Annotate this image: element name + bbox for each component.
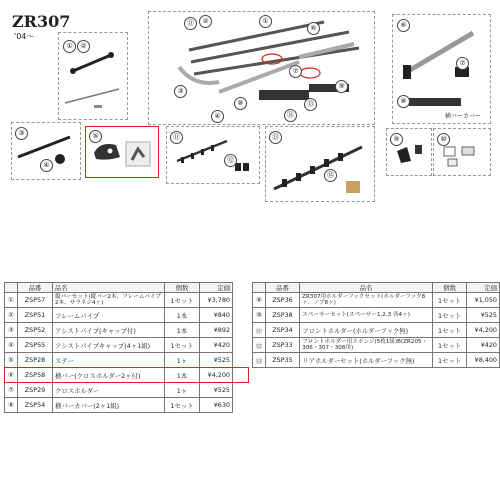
row-name: フレームパイプ bbox=[53, 308, 165, 323]
callout-9-main: ⑨ bbox=[335, 80, 348, 93]
callout-8-main: ⑧ bbox=[234, 97, 247, 110]
callout-14-main: ⑭ bbox=[284, 109, 297, 122]
table-row bbox=[5, 308, 233, 323]
row-qty: 1ヶ bbox=[165, 353, 200, 368]
part-box-rear-holder bbox=[265, 126, 375, 202]
part-box-vertical-bar bbox=[58, 32, 128, 120]
part-box-front-holder bbox=[166, 126, 260, 184]
row-code: ZSP38 bbox=[265, 308, 299, 323]
callout-1-main: ① bbox=[259, 15, 272, 28]
row-price: ¥8,400 bbox=[467, 353, 500, 368]
table-row bbox=[253, 293, 500, 308]
row-no: ② bbox=[5, 308, 18, 323]
row-no: ⑨ bbox=[253, 293, 266, 308]
header-qty: 個数 bbox=[432, 283, 466, 293]
bar-set-illustration bbox=[59, 33, 127, 119]
row-price: ¥420 bbox=[467, 338, 500, 353]
callout-11-box: ⑪ bbox=[170, 131, 183, 144]
row-no: ⑦ bbox=[5, 383, 18, 398]
row-price: ¥840 bbox=[200, 308, 233, 323]
callout-11: ⑪ bbox=[184, 17, 197, 30]
row-qty: 1本 bbox=[165, 323, 200, 338]
row-qty: 1セット bbox=[432, 308, 466, 323]
row-name: スペーサーセット(スペーサー1,2,3 各4ヶ) bbox=[300, 308, 433, 323]
callout-5: ⑤ bbox=[89, 130, 102, 143]
row-no: ⑪ bbox=[253, 323, 266, 338]
table-row bbox=[5, 383, 233, 398]
front-holder-illustration bbox=[167, 127, 259, 183]
header-code: 品番 bbox=[18, 283, 53, 293]
part-box-crossbar bbox=[392, 14, 491, 124]
row-code: ZSP34 bbox=[265, 323, 299, 338]
row-no: ④ bbox=[5, 338, 18, 353]
row-name: ステー bbox=[53, 353, 165, 368]
row-price: ¥420 bbox=[200, 338, 233, 353]
part-box-assist-pipe bbox=[11, 122, 81, 180]
row-qty: 1セット bbox=[432, 323, 466, 338]
row-no: ⑫ bbox=[253, 338, 266, 353]
part-box-spacer bbox=[433, 128, 491, 176]
row-price: ¥525 bbox=[467, 308, 500, 323]
header-qty: 個数 bbox=[165, 283, 200, 293]
crossbar-cover-label: 横バーカバー bbox=[445, 113, 481, 120]
row-code: ZSP29 bbox=[18, 383, 53, 398]
model-year: '04〜 bbox=[14, 32, 35, 41]
table-row bbox=[253, 308, 500, 323]
row-name: ZR307用ホルダーフックセット(ホルダーフック8ヶ、ノブ8ヶ) bbox=[300, 293, 433, 308]
row-price: ¥525 bbox=[200, 353, 233, 368]
table-row bbox=[5, 323, 233, 338]
row-code: ZSP51 bbox=[18, 308, 53, 323]
spacer-illustration bbox=[434, 129, 490, 175]
callout-12: ⑫ bbox=[224, 154, 237, 167]
row-price: ¥4,200 bbox=[467, 323, 500, 338]
table-row bbox=[5, 293, 233, 308]
row-name: フロントホルダー(ホルダーフック無) bbox=[300, 323, 433, 338]
stay-illustration bbox=[86, 127, 158, 177]
table-row bbox=[253, 338, 500, 353]
callout-6: ⑥ bbox=[397, 19, 410, 32]
rear-holder-illustration bbox=[266, 127, 374, 201]
callout-4-main: ④ bbox=[211, 110, 224, 123]
carrier-illustration bbox=[149, 12, 374, 124]
row-no: ③ bbox=[5, 323, 18, 338]
header-price: 定価 bbox=[467, 283, 500, 293]
row-qty: 1ヶ bbox=[165, 383, 200, 398]
row-name: アシストパイプ(キャップ付) bbox=[53, 323, 165, 338]
header-price: 定価 bbox=[200, 283, 233, 293]
row-name: 横バー(クロスホルダー2ヶ付) bbox=[53, 368, 165, 383]
row-price: ¥3,780 bbox=[200, 293, 233, 308]
table-row bbox=[5, 368, 233, 383]
row-code: ZSP54 bbox=[18, 398, 53, 413]
header-name: 品名 bbox=[300, 283, 433, 293]
row-no: ⑤ bbox=[5, 353, 18, 368]
row-qty: 1セット bbox=[165, 398, 200, 413]
row-no: ⑥ bbox=[5, 368, 18, 383]
table-row bbox=[253, 353, 500, 368]
table-row bbox=[5, 338, 233, 353]
row-name: フロントホルダー用スポンジ(5枚1組)B(ZR205・306・307・308用) bbox=[300, 338, 433, 353]
callout-1: ① bbox=[63, 40, 76, 53]
row-code: ZSP55 bbox=[18, 338, 53, 353]
row-price: ¥892 bbox=[200, 323, 233, 338]
row-no: ⑩ bbox=[253, 308, 266, 323]
parts-table-left bbox=[4, 282, 233, 413]
callout-6-main: ⑥ bbox=[307, 22, 320, 35]
row-qty: 1本 bbox=[165, 368, 200, 383]
row-code: ZSP33 bbox=[265, 338, 299, 353]
part-box-stay-highlighted bbox=[85, 126, 159, 178]
part-box-holder-hook bbox=[386, 128, 432, 176]
header-no bbox=[5, 283, 18, 293]
row-qty: 1セット bbox=[165, 293, 200, 308]
callout-8: ⑧ bbox=[397, 95, 410, 108]
callout-4: ④ bbox=[40, 159, 53, 172]
row-qty: 1セット bbox=[165, 338, 200, 353]
row-code: ZSP52 bbox=[18, 323, 53, 338]
callout-13-main: ⑬ bbox=[304, 98, 317, 111]
row-name: 横バーカバー(2ヶ1組) bbox=[53, 398, 165, 413]
callout-2-main: ② bbox=[199, 15, 212, 28]
table-row-highlighted bbox=[5, 353, 233, 368]
crossbar-illustration bbox=[393, 15, 490, 123]
row-name: クロスホルダー bbox=[53, 383, 165, 398]
callout-9: ⑨ bbox=[390, 133, 403, 146]
main-exploded-diagram bbox=[148, 11, 375, 125]
row-price: ¥525 bbox=[200, 383, 233, 398]
row-price: ¥1,050 bbox=[467, 293, 500, 308]
table-row bbox=[5, 398, 233, 413]
header-code: 品番 bbox=[265, 283, 299, 293]
row-price: ¥630 bbox=[200, 398, 233, 413]
header-name: 品名 bbox=[53, 283, 165, 293]
row-name: 縦バーセット(縦バー2本、フレームパイプ2本、サラネジ4ヶ) bbox=[53, 293, 165, 308]
callout-13: ⑬ bbox=[269, 131, 282, 144]
callout-3: ③ bbox=[15, 127, 28, 140]
row-code: ZSP36 bbox=[265, 293, 299, 308]
callout-7-main: ⑦ bbox=[289, 65, 302, 78]
callout-7: ⑦ bbox=[456, 57, 469, 70]
callout-14: ⑭ bbox=[324, 169, 337, 182]
header-no bbox=[253, 283, 266, 293]
table-row bbox=[253, 323, 500, 338]
row-qty: 1セット bbox=[432, 353, 466, 368]
row-no: ① bbox=[5, 293, 18, 308]
model-title: ZR307 bbox=[12, 12, 71, 31]
callout-2: ② bbox=[77, 40, 90, 53]
row-code: ZSP57 bbox=[18, 293, 53, 308]
row-code: ZSP35 bbox=[265, 353, 299, 368]
callout-3-main: ③ bbox=[174, 85, 187, 98]
row-qty: 1セット bbox=[432, 293, 466, 308]
row-name: アシストパイプキャップ(4ヶ1組) bbox=[53, 338, 165, 353]
row-qty: 1本 bbox=[165, 308, 200, 323]
row-name: リアホルダーセット(ホルダーフック無) bbox=[300, 353, 433, 368]
row-no: ⑬ bbox=[253, 353, 266, 368]
row-no: ⑧ bbox=[5, 398, 18, 413]
row-code: ZSP58 bbox=[18, 368, 53, 383]
row-code: ZSP28 bbox=[18, 353, 53, 368]
row-qty: 1セット bbox=[432, 338, 466, 353]
callout-10: ⑩ bbox=[437, 133, 450, 146]
holder-hook-illustration bbox=[387, 129, 431, 175]
parts-table-right bbox=[252, 282, 500, 368]
row-price: ¥4,200 bbox=[200, 368, 233, 383]
